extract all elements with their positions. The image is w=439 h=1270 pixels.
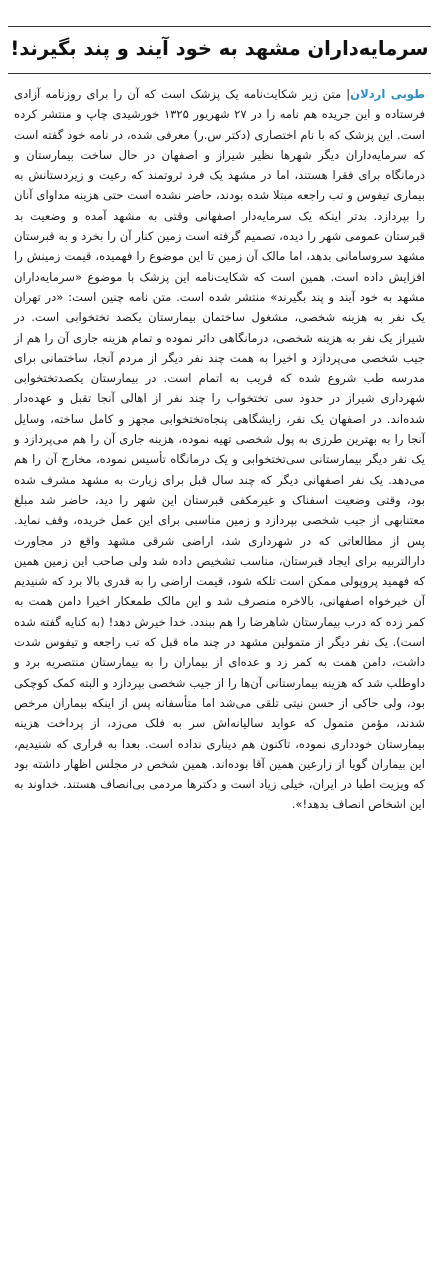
- byline-separator: |: [346, 87, 351, 101]
- headline-bottom-rule: [8, 73, 431, 74]
- headline-top-rule: [8, 26, 431, 27]
- article-headline: سرمایه‌داران مشهد به خود آیند و پند بگیرند!: [10, 37, 429, 60]
- article-body: [14, 84, 425, 815]
- author-byline: طوبی اردلان: [350, 87, 425, 101]
- article-body-text: متن زیر شکایت‌نامه یک پزشک است که آن را برای روزنامه آزادی فرستاده و این جریده هم نامه را در ۲۷ شهریور ۱۳۲۵ خورشیدی چاپ و منتشر کرده است. این پزشک که با نام اختصاری (دکتر س.ر) معرفی شده، در نامه خود گفته است که سرمایه‌داران دیگر شهرها نظیر شیراز و اصفهان در حال ساخت بیمارستان و درمانگاه برای فقرا هستند، اما در مشهد یک فرد ثروتمند که رعیت و زیردستانش به بیماری تیفوس و تب راجعه مبتلا شده بودند، حاضر نشده است حتی هزینه مداوای آنان را بپردازد. بدتر اینکه یک سرمایه‌دار اصفهانی وقتی به مشهد آمده و وضعیت بد قبرستان عمومی شهر را دیده، تصمیم گرفته است زمین کنار آن را بخرد و به قبرستان مشهد سروسامانی بدهد، اما مالک آن زمین تا این موضوع را فهمیده، قیمت زمینش را افزایش داده است. همین است که شکایت‌نامه این پزشک با موضوع «سرمایه‌داران مشهد به خود آیند و پند بگیرند» منتشر شده است. متن نامه چنین است: «در تهران یک نفر به هزینه شخصی، مشغول ساختمان بیمارستان یکصد تختخوابی است. در شیراز یک نفر به هزینه شخصی، درمانگاهی دائر نموده و تمام هزینه جاری آن را هم از جیب شخصی می‌پردازد و اخیرا به همت چند نفر دیگر از مردم آنجا، ساختمانی برای مدرسه طب شروع شده که قریب به اتمام است. در بیمارستان یکصدتختخوابی شهرداری شیراز در حدود سی تختخواب را چند نفر از اهالی آنجا تقبل و عهده‌دار شده‌اند. در اصفهان یک نفر، زایشگاهی پنجاه‌تختخوابی مجهز و کامل ساخته، وسایل آنجا را به بهترین طرزی به پول شخصی تهیه نموده، هزینه جاری آن را هم می‌پردازد و یک نفر دیگر بیمارستانی سی‌تختخوابی و یک درمانگاه تأسیس نموده، مخارج آن را هم می‌دهد. یک نفر اصفهانی دیگر که چند سال قبل برای زیارت به مشهد مشرف شده بود، وقتی وضعیت اسفناک و غیرمکفی قبرستان این شهر را دید، حاضر شد مبلغ معتنابهی از جیب شخصی بپردازد و زمین مناسبی برای این عمل خریده، وقف نماید. پس از مطالعاتی که در شهرداری شد، اراضی شرقی مشهد واقع در مجاورت دارالتربیه برای ایجاد قبرستان، مناسب تشخیص داده شد ولی صاحب این زمین همین که فهمید پروپولی ممکن است تلکه شود، قیمت اراضی را به قدری بالا برد که شنیدیم آن خیرخواه اصفهانی، بالاخره منصرف شد و این مالک طمعکار اخیرا دامن همت به کمر زده که درب بیمارستان شاهرضا را هم ببندد. خدا خیرش دهد! (به کنایه گفته شده است). یک نفر دیگر از متمولین مشهد در چند ماه قبل که تب راجعه و تیفوس شدت داشت، دامن همت به کمر زد و عده‌ای از بیماران را به بیمارستان منتصریه برد و داوطلب شد که هزینه بیمارستانی آن‌ها را از جیب شخصی بپردازد و البته کمک کوچکی بود، ولی حاکی از حسن نیتی تلقی می‌شد اما متأسفانه پس از اینکه بیماران مرخص شدند، مؤمن متمول که عواید سالیانه‌اش سر به فلک می‌زد، از پرداخت هزینه بیمارستان خودداری نموده، تاکنون هم دیناری نداده است. بعدا به قراری که شنیدیم، این بیماران گویا از زارعین همین آقا بوده‌اند. همین شخص در مجلس اظهار داشته بود که ویزیت اطبا در ایران، خیلی زیاد است و دکترها مردمی بی‌انصاف هستند. خداوند به این اشخاص انصاف بدهد!».: [14, 87, 425, 812]
